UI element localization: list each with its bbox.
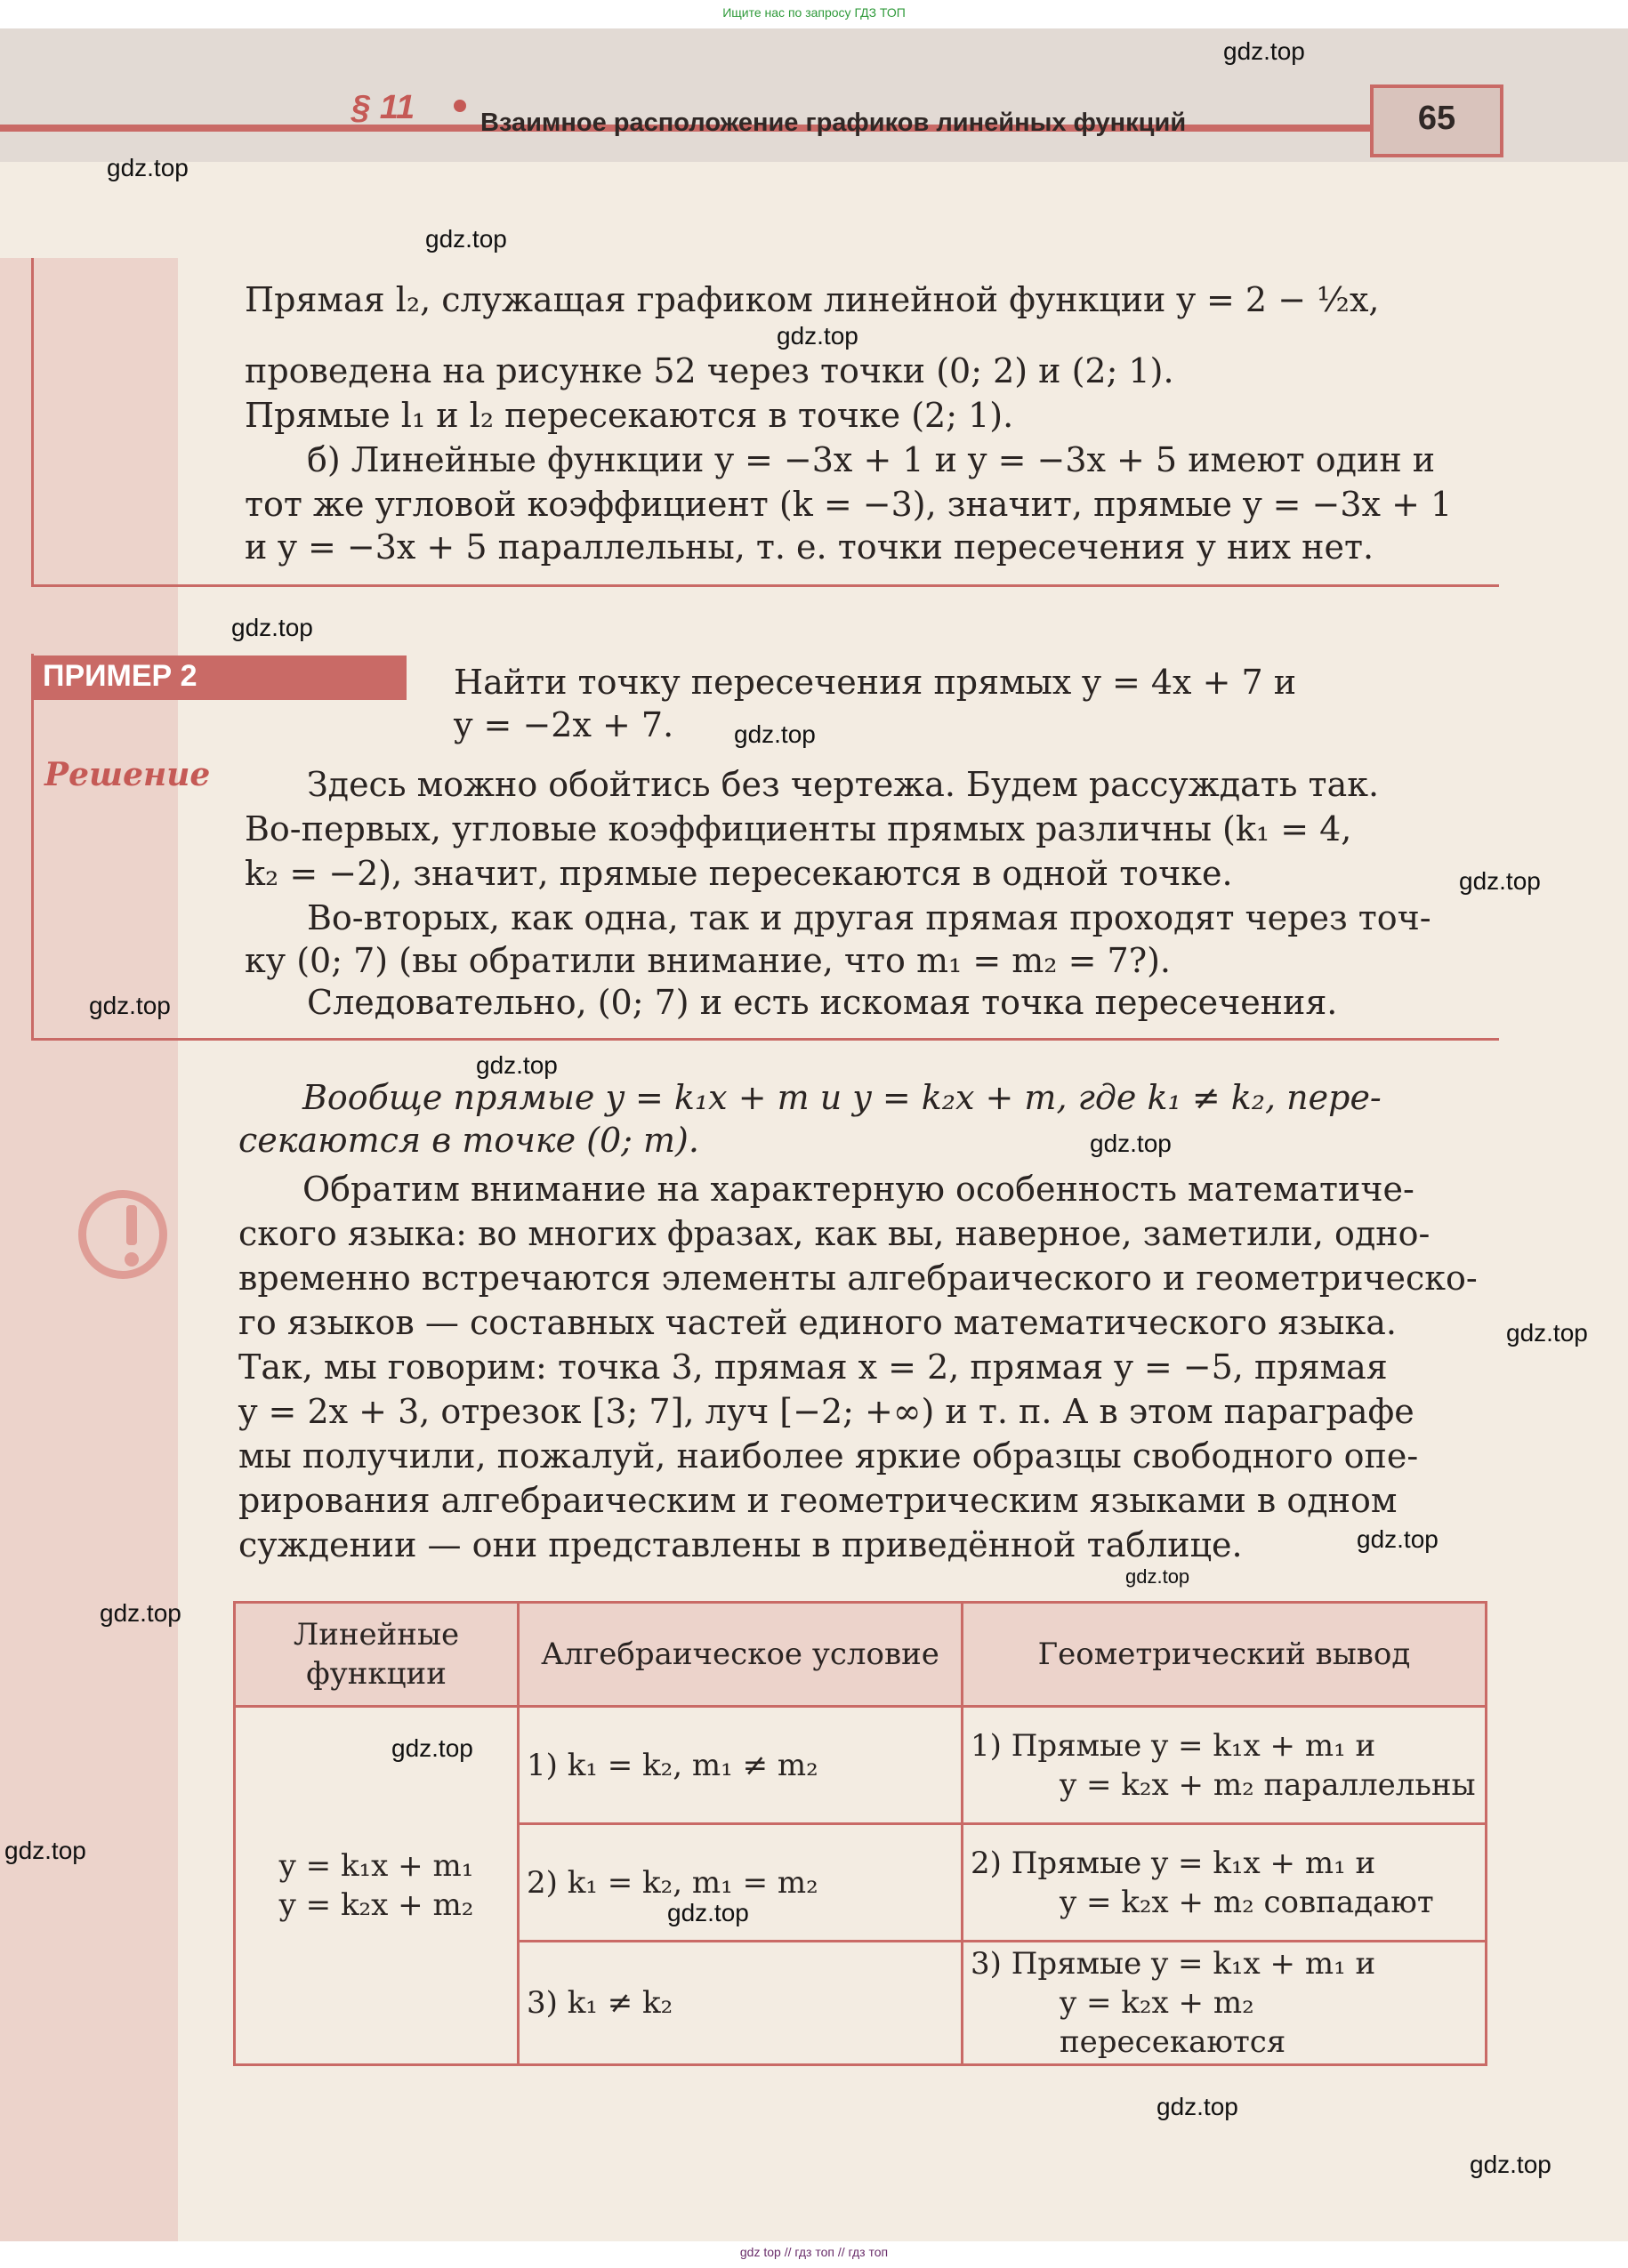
table-header-conclusion: Геометрический вывод: [963, 1603, 1487, 1707]
section-number: § 11: [351, 89, 415, 126]
table-header-row: [235, 1603, 1487, 1707]
paragraph-line: Так, мы говорим: точка 3, прямая x = 2, прямая y = −5, прямая: [238, 1347, 1388, 1387]
comparison-table: [233, 1601, 1487, 2066]
watermark: gdz.top: [476, 1051, 558, 1079]
table-conclusion-cell: [963, 1824, 1487, 1942]
attention-icon: [78, 1190, 167, 1279]
watermark: gdz.top: [1157, 2093, 1238, 2120]
solution-line: Во-вторых, как одна, так и другая прямая проходят через точ-: [307, 898, 1431, 937]
box1-line: Прямая l₂, служащая графиком линейной функции y = 2 − ½x,: [245, 280, 1380, 319]
watermark: gdz.top: [1125, 1565, 1190, 1588]
general-rule-line: Вообще прямые y = k₁x + m и y = k₂x + m, где k₁ ≠ k₂, пере-: [302, 1078, 1382, 1117]
table-row: [235, 1707, 1487, 1824]
conclusion-line: y = k₂x + m₂ параллельны: [1060, 1766, 1476, 1803]
box1-line: б) Линейные функции y = −3x + 1 и y = −3x + 5 имеют один и: [307, 440, 1436, 479]
watermark: gdz.top: [777, 322, 858, 350]
watermark: gdz.top: [231, 614, 313, 641]
solution-line: Здесь можно обойтись без чертежа. Будем рассуждать так.: [307, 765, 1380, 804]
page-number: 65: [1417, 100, 1456, 137]
paragraph-line: ского языка: во многих фразах, как вы, наверное, заметили, одно-: [238, 1214, 1431, 1253]
watermark: gdz.top: [1506, 1319, 1588, 1347]
watermark: gdz.top: [1090, 1130, 1172, 1157]
table-header-condition: Алгебраическое условие: [519, 1603, 963, 1707]
table-condition-cell: 2) k₁ = k₂, m₁ = m₂: [519, 1824, 963, 1942]
solution-line: ку (0; 7) (вы обратили внимание, что m₁ = m₂ = 7?).: [245, 941, 1171, 980]
conclusion-line: y = k₂x + m₂ совпадают: [1060, 1884, 1434, 1920]
conclusion-line: 3) Прямые y = k₁x + m₁ и: [971, 1946, 1376, 1982]
watermark: gdz.top: [107, 154, 189, 181]
example-task-line: Найти точку пересечения прямых y = 4x + 7 и: [454, 663, 1297, 702]
example-task-line: y = −2x + 7.: [454, 705, 674, 744]
watermark: gdz.top: [4, 1837, 86, 1864]
table-conclusion-cell: [963, 1942, 1487, 2065]
exclamation-icon: [126, 1205, 137, 1245]
watermark: gdz.top: [734, 720, 816, 748]
general-rule-line: секаются в точке (0; m).: [238, 1121, 699, 1160]
conclusion-line: 2) Прямые y = k₁x + m₁ и: [971, 1845, 1376, 1881]
function-2: y = k₂x + m₂: [278, 1887, 474, 1923]
watermark: gdz.top: [1459, 867, 1541, 895]
paragraph-line: суждении — они представлены в приведённой таблице.: [238, 1525, 1243, 1564]
watermark: gdz.top: [89, 992, 171, 1019]
solution-line: Во-первых, угловые коэффициенты прямых различны (k₁ = 4,: [245, 809, 1352, 848]
paragraph-line: y = 2x + 3, отрезок [3; 7], луч [−2; +∞) и т. п. А в этом параграфе: [238, 1392, 1414, 1431]
table-condition-cell: 1) k₁ = k₂, m₁ ≠ m₂: [519, 1707, 963, 1824]
watermark: gdz.top: [1470, 2151, 1551, 2178]
section-title: Взаимное расположение графиков линейных функций: [480, 109, 1187, 137]
conclusion-line: y = k₂x + m₂ пересекаются: [1060, 1985, 1286, 2060]
watermark: gdz.top: [391, 1734, 473, 1762]
function-1: y = k₁x + m₁: [278, 1848, 474, 1884]
bottom-note: gdz top // гдз топ // гдз топ: [739, 2245, 889, 2259]
paragraph-line: го языков — составных частей единого математического языка.: [238, 1303, 1397, 1342]
paragraph-line: Обратим внимание на характерную особенность математиче-: [302, 1170, 1414, 1209]
example-label: ПРИМЕР 2: [43, 659, 197, 693]
solution-label: Решение: [44, 756, 211, 793]
exclamation-dot-icon: [125, 1252, 139, 1267]
table-functions-cell: [235, 1707, 519, 2065]
table-conclusion-cell: [963, 1707, 1487, 1824]
watermark: gdz.top: [667, 1899, 749, 1926]
watermark: gdz.top: [1357, 1525, 1439, 1553]
watermark: gdz.top: [100, 1599, 181, 1627]
solution-line: k₂ = −2), значит, прямые пересекаются в одной точке.: [245, 854, 1233, 893]
paragraph-line: мы получили, пожалуй, наиболее яркие образцы свободного опе-: [238, 1436, 1419, 1476]
solution-line: Следовательно, (0; 7) и есть искомая точка пересечения.: [307, 983, 1338, 1022]
top-note: Ищите нас по запросу ГДЗ ТОП: [722, 5, 906, 20]
watermark: gdz.top: [1223, 37, 1305, 65]
table-condition-cell: 3) k₁ ≠ k₂: [519, 1942, 963, 2065]
bullet-icon: [454, 100, 466, 112]
box1-line: и y = −3x + 5 параллельны, т. е. точки пересечения у них нет.: [245, 527, 1374, 567]
box1-line: проведена на рисунке 52 через точки (0; 2) и (2; 1).: [245, 351, 1174, 390]
box1-line: Прямые l₁ и l₂ пересекаются в точке (2; 1).: [245, 396, 1014, 435]
watermark: gdz.top: [425, 225, 507, 253]
paragraph-line: рирования алгебраическим и геометрическим языками в одном: [238, 1481, 1398, 1520]
paragraph-line: временно встречаются элементы алгебраического и геометрическо-: [238, 1259, 1478, 1298]
table-header-functions: Линейные функции: [235, 1603, 519, 1707]
box1-line: тот же угловой коэффициент (k = −3), значит, прямые y = −3x + 1: [245, 485, 1453, 524]
conclusion-line: 1) Прямые y = k₁x + m₁ и: [971, 1727, 1376, 1764]
